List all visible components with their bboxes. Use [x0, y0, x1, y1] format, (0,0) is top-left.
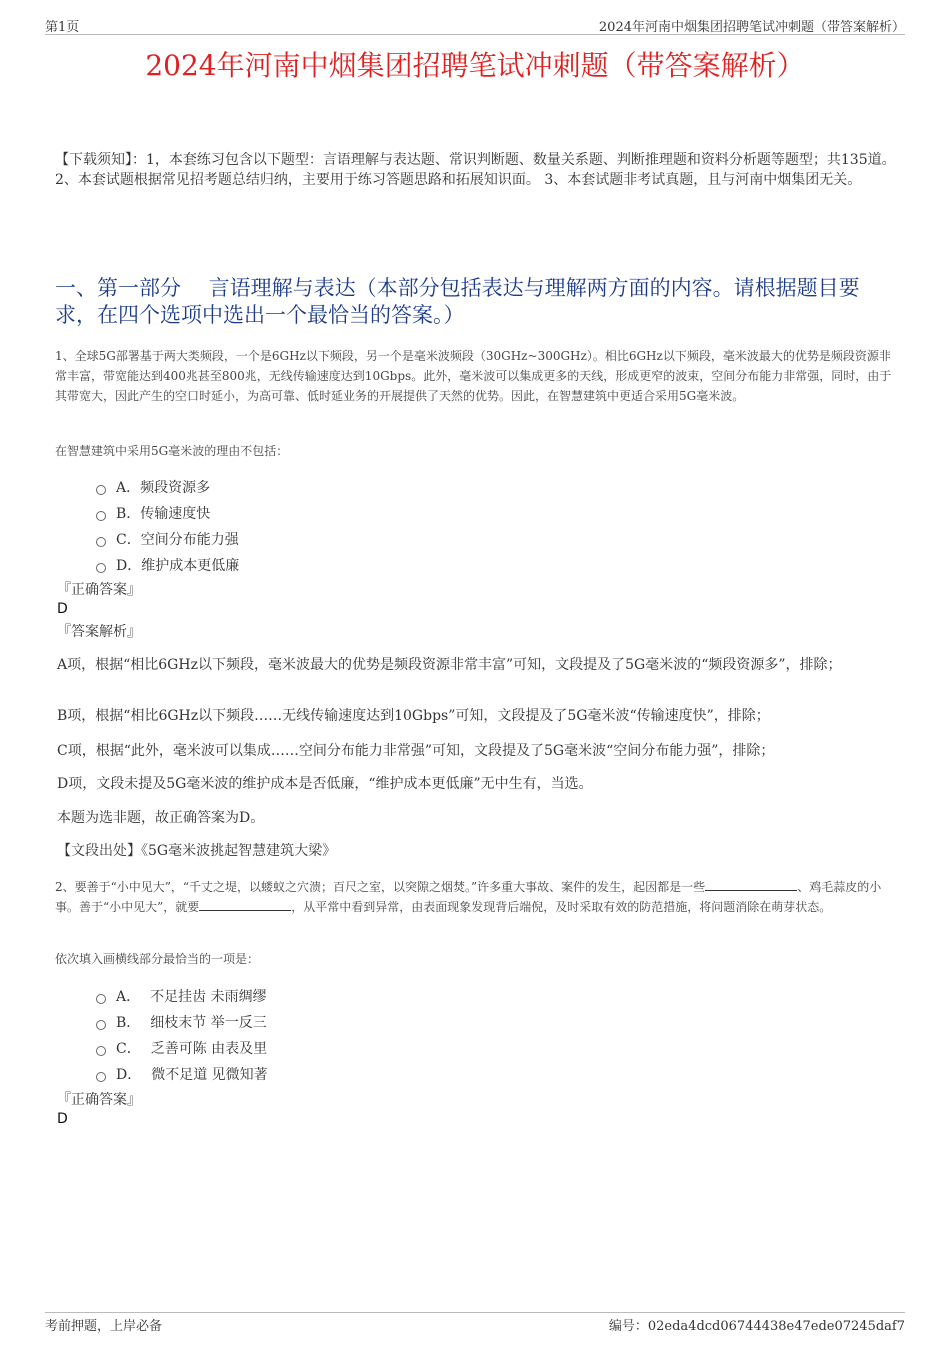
option-c[interactable]: C． 乏善可陈 由表及里 — [96, 1035, 268, 1061]
option-a[interactable]: A． 不足挂齿 未雨绸缪 — [96, 983, 268, 1009]
radio-icon[interactable] — [96, 1020, 106, 1030]
page-footer — [45, 1312, 905, 1333]
download-notice: 【下载须知】：1，本套练习包含以下题型：言语理解与表达题、常识判断题、数量关系题、判断推理题和资料分析题等题型；共135道。 2、本套试题根据常见招考题总结归纳，主要用于练习答题思路和拓展知识面。 3、本套试题非考试真题，且与河南中烟集团无关。 — [55, 152, 896, 188]
analysis-c: C项，根据“此外，毫米波可以集成……空间分布能力非常强”可知，文段提及了5G毫米波“空间分布能力强”，排除； — [57, 743, 775, 759]
analysis-d: D项，文段未提及5G毫米波的维护成本是否低廉，“维护成本更低廉”无中生有，当选。 — [57, 776, 593, 792]
answer-label: 『正确答案』 — [57, 1092, 141, 1108]
fill-blank-2 — [199, 898, 291, 911]
fill-blank-1 — [705, 878, 797, 891]
page-header — [45, 14, 905, 35]
correct-answer: D — [57, 601, 68, 617]
analysis-source: 【文段出处】《5G毫米波挑起智慧建筑大梁》 — [57, 843, 337, 859]
radio-icon[interactable] — [96, 485, 106, 495]
footer-slogan: 考前押题，上岸必备 — [45, 1319, 163, 1334]
answer-label: 『正确答案』 — [57, 582, 141, 598]
radio-icon[interactable] — [96, 563, 106, 573]
option-d[interactable]: D． 维护成本更低廉 — [96, 552, 239, 578]
correct-answer: D — [57, 1111, 68, 1127]
question-1-options — [96, 474, 239, 578]
option-b[interactable]: B． 细枝末节 举一反三 — [96, 1009, 268, 1035]
question-1-prompt: 在智慧建筑中采用5G毫米波的理由不包括： — [55, 444, 289, 458]
document-code: 编号：02eda4dcd06744438e47ede07245daf7 — [608, 1319, 905, 1334]
option-a[interactable]: A． 频段资源多 — [96, 474, 239, 500]
question-2-options — [96, 983, 268, 1087]
radio-icon[interactable] — [96, 511, 106, 521]
analysis-label: 『答案解析』 — [57, 624, 141, 640]
question-1-stem: 1、全球5G部署基于两大类频段，一个是6GHz以下频段，另一个是毫米波频段（30GHz~300GHz）。相比6GHz以下频段，毫米波最大的优势是频段资源非常丰富，带宽能达到400兆甚至800兆，无线传输速度达到10Gbps。此外，毫米波可以集成更多的天线，形成更窄的波束，空间分布能力非常强，同时，由于其带宽大，因此产生的空口时延小，为高可靠、低时延业务的开展提供了天然的优势。因此，在智慧建筑中更适合采用5G毫米波。 — [55, 349, 892, 403]
radio-icon[interactable] — [96, 537, 106, 547]
page-number: 第1页 — [45, 20, 80, 35]
analysis-b: B项，根据“相比6GHz以下频段……无线传输速度达到10Gbps”可知，文段提及了5G毫米波“传输速度快”，排除； — [57, 708, 770, 724]
option-b[interactable]: B． 传输速度快 — [96, 500, 239, 526]
option-c[interactable]: C． 空间分布能力强 — [96, 526, 239, 552]
radio-icon[interactable] — [96, 1046, 106, 1056]
section-heading: 一、第一部分 言语理解与表达（本部分包括表达与理解两方面的内容。请根据题目要求，在四个选项中选出一个最恰当的答案。） — [55, 276, 860, 327]
option-d[interactable]: D． 微不足道 见微知著 — [96, 1061, 268, 1087]
document-title: 2024年河南中烟集团招聘笔试冲刺题（带答案解析） — [145, 49, 805, 82]
radio-icon[interactable] — [96, 1072, 106, 1082]
question-2-stem: 2、要善于“小中见大”，“千丈之堤，以蝼蚁之穴溃；百尺之室，以突隙之烟焚。”许多重大事故、案件的发生，起因都是一些 、鸡毛蒜皮的小事。善于“小中见大”，就要 ，从平常中看到异常，由表面现象发现背后端倪，及时采取有效的防范措施，将问题消除在萌芽状态。 — [55, 880, 882, 914]
radio-icon[interactable] — [96, 994, 106, 1004]
question-2-prompt: 依次填入画横线部分最恰当的一项是： — [55, 952, 260, 966]
analysis-a: A项，根据“相比6GHz以下频段，毫米波最大的优势是频段资源非常丰富”可知，文段提及了5G毫米波的“频段资源多”，排除； — [57, 657, 842, 673]
analysis-conclusion: 本题为选非题，故正确答案为D。 — [57, 810, 265, 826]
header-doc-title: 2024年河南中烟集团招聘笔试冲刺题（带答案解析） — [598, 20, 905, 35]
